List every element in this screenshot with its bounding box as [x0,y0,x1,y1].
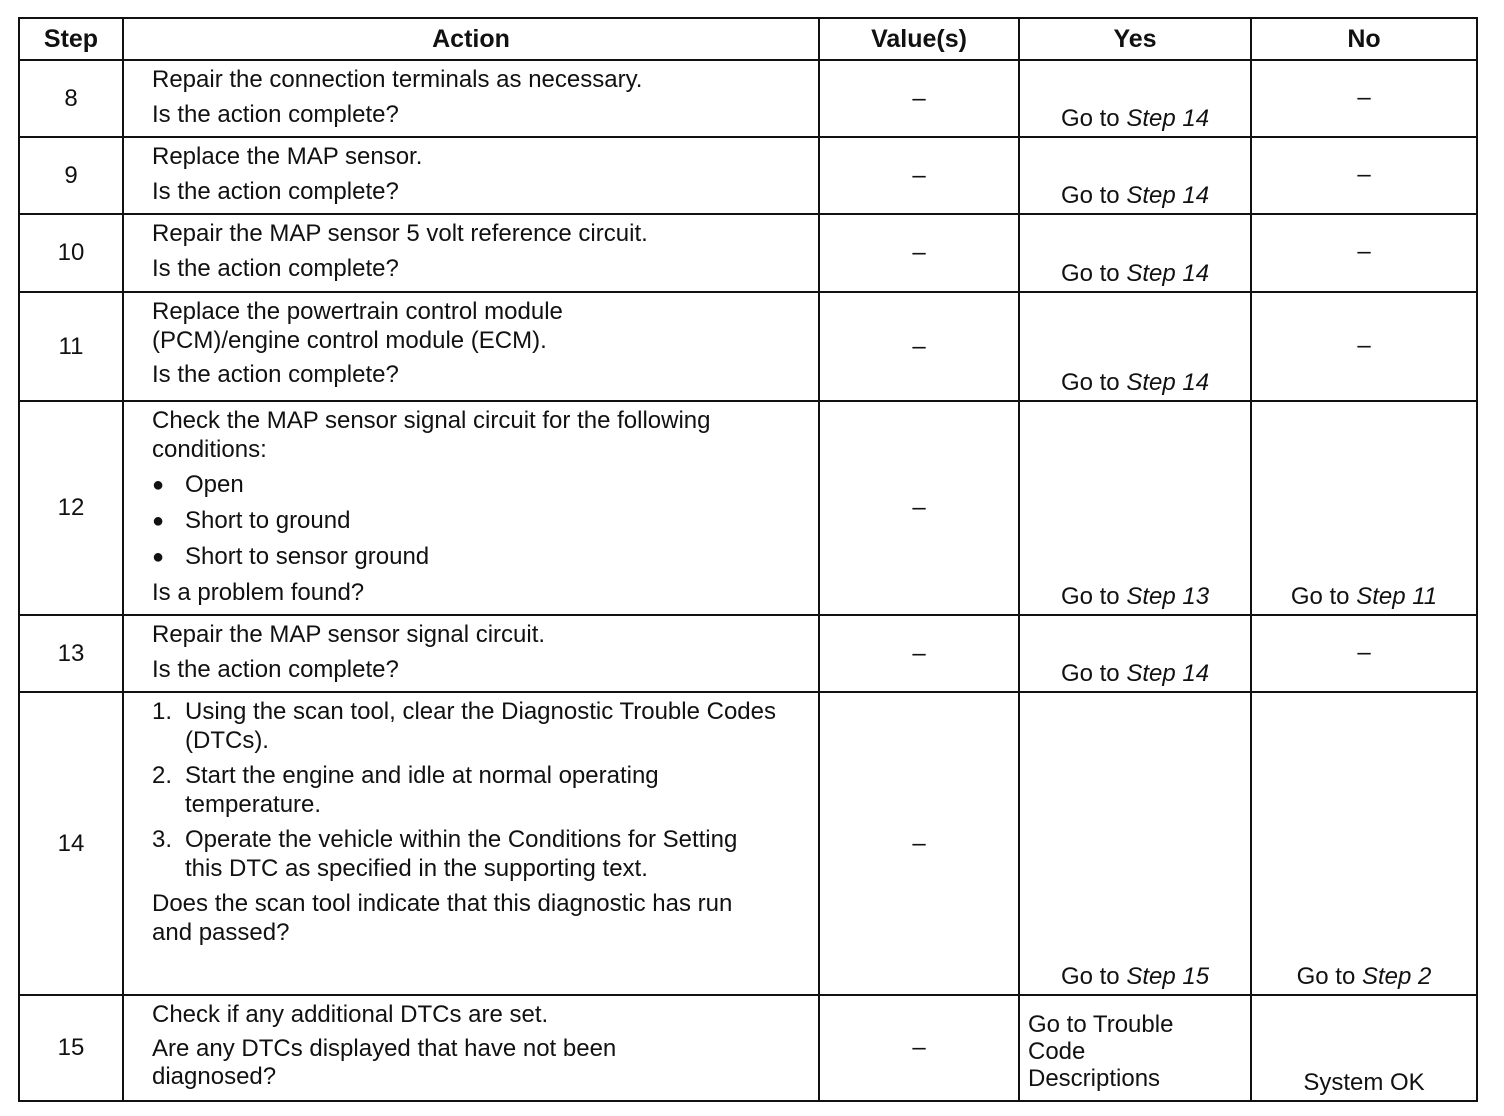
action-cell [123,615,819,692]
step-number: 8 [19,60,123,137]
action-question: Does the scan tool indicate that this diagnostic has run and passed? [152,890,733,946]
yes-cell [1019,214,1251,292]
yes-step-link[interactable]: Step 14 [1126,260,1210,287]
action-cell [123,692,819,995]
yes-prefix: Go to [1060,583,1120,610]
table-row [19,995,1477,1101]
item-text: Operate the vehicle within the Conditions for Setting this DTC as specified in the supporting text. [185,826,738,882]
header-no: No [1251,18,1477,60]
diagnostic-table [18,17,1478,1102]
bullet-item: ● Open [152,470,808,500]
table-row [19,615,1477,692]
yes-step-link[interactable]: Step 14 [1126,182,1210,209]
action-question: Is a problem found? [152,579,365,606]
no-cell: – [1251,292,1477,401]
yes-prefix: Go to [1060,369,1120,396]
numbered-item [152,825,778,883]
value-cell: – [819,137,1019,214]
table-row [19,137,1477,214]
value-cell: – [819,615,1019,692]
action-question: Is the action complete? [152,255,399,282]
action-cell [123,292,819,401]
action-cell [123,137,819,214]
yes-prefix: Go to [1060,963,1120,990]
yes-cell [1019,137,1251,214]
item-number: 2. [152,762,173,789]
action-cell [123,214,819,292]
yes-trouble-code-link[interactable]: Go to Trouble Code Descriptions [1028,1011,1174,1092]
step-number: 12 [19,401,123,615]
step-number: 13 [19,615,123,692]
table-row [19,60,1477,137]
item-number: 3. [152,826,173,853]
no-step-link[interactable]: Step 2 [1361,963,1432,990]
item-number: 1. [152,698,173,725]
yes-step-link[interactable]: Step 14 [1126,660,1210,687]
action-cell [123,401,819,615]
value-cell: – [819,60,1019,137]
value-cell: – [819,692,1019,995]
action-intro: Check the MAP sensor signal circuit for the following conditions: [152,407,711,463]
header-action: Action [123,18,819,60]
action-question: Is the action complete? [152,361,399,388]
step-number: 9 [19,137,123,214]
yes-cell [1019,292,1251,401]
value-cell: – [819,214,1019,292]
action-question: Is the action complete? [152,178,399,205]
yes-cell [1019,60,1251,137]
header-step: Step [19,18,123,60]
header-yes: Yes [1019,18,1251,60]
numbered-item [152,761,778,819]
no-cell [1251,401,1477,615]
header-row [19,18,1477,60]
item-text: Using the scan tool, clear the Diagnostic Trouble Codes (DTCs). [185,698,776,754]
yes-step-link[interactable]: Step 14 [1126,105,1210,132]
no-cell: – [1251,214,1477,292]
action-line: Repair the MAP sensor 5 volt reference circuit. [152,220,648,247]
value-cell: – [819,292,1019,401]
yes-step-link[interactable]: Step 13 [1126,583,1210,610]
yes-step-link[interactable]: Step 15 [1126,963,1210,990]
numbered-item [152,697,778,755]
table-row [19,401,1477,615]
item-text: Start the engine and idle at normal operating temperature. [185,762,659,818]
no-cell: System OK [1251,995,1477,1101]
no-cell: – [1251,60,1477,137]
no-prefix: Go to [1290,583,1350,610]
action-question: Is the action complete? [152,656,399,683]
table-row [19,214,1477,292]
value-cell: – [819,401,1019,615]
no-cell: – [1251,615,1477,692]
yes-cell [1019,995,1251,1101]
no-step-link[interactable]: Step 11 [1356,583,1438,610]
yes-cell [1019,692,1251,995]
action-question: Is the action complete? [152,101,399,128]
no-cell [1251,692,1477,995]
action-line: Replace the MAP sensor. [152,143,423,170]
step-number: 10 [19,214,123,292]
header-values: Value(s) [819,18,1019,60]
yes-prefix: Go to [1060,260,1120,287]
table-row [19,692,1477,995]
yes-step-link[interactable]: Step 14 [1126,369,1210,396]
yes-cell [1019,615,1251,692]
action-question: Are any DTCs displayed that have not been diagnosed? [152,1035,617,1090]
value-cell: – [819,995,1019,1101]
bullet-item: ● Short to sensor ground [152,542,808,572]
step-number: 15 [19,995,123,1101]
yes-prefix: Go to [1060,660,1120,687]
action-line: Repair the MAP sensor signal circuit. [152,621,546,648]
action-line: Replace the powertrain control module (PCM)/engine control module (ECM). [152,298,563,354]
bullet-item: ● Short to ground [152,506,808,536]
action-line: Repair the connection terminals as necessary. [152,66,643,93]
step-number: 11 [19,292,123,401]
yes-prefix: Go to [1060,105,1120,132]
yes-prefix: Go to [1060,182,1120,209]
no-prefix: Go to [1296,963,1356,990]
action-cell [123,995,819,1101]
yes-cell [1019,401,1251,615]
step-number: 14 [19,692,123,995]
action-line: Check if any additional DTCs are set. [152,1001,549,1028]
table-row [19,292,1477,401]
action-cell [123,60,819,137]
no-cell: – [1251,137,1477,214]
